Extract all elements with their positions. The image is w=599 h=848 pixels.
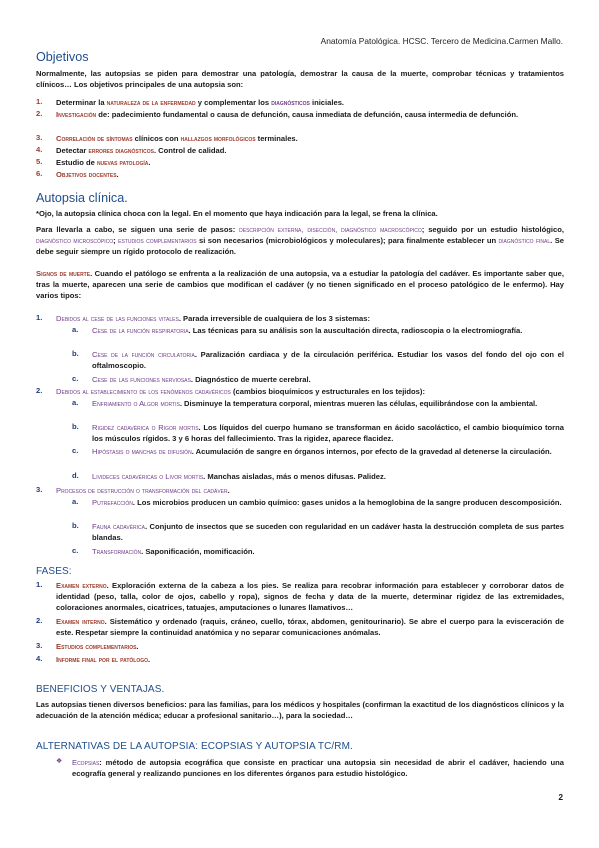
list-number: 4. [36,654,43,663]
section-title-fases: FASES: [36,566,72,577]
signos-paragraph: Signos de muerte. Cuando el patólogo se enfrenta a la realización de una autopsia, va a estudiar la patología del cadáver. Es importante saber que, tras la muerte, aparecen una serie de cambios que modifican el cadáver (y no tienen significado en el proceso patológico de le enfermo). Hay varios tipos: [36,269,564,301]
list-item: Correlación de síntomas clínicos con hallazgos morfológicos terminales. [56,134,298,143]
sub-item: Putrefacción. Los microbios producen un cambio químico: gases unidos a la hemoglobina de la sangre producen descomposición. [92,498,562,507]
sub-letter: c. [72,446,79,455]
sub-item: Transformación. Saponificación, momificación. [92,547,255,556]
list-number: 3. [36,485,43,494]
sub-item: Cese de la función respiratoria. Las técnicas para su análisis son la auscultación directa, radioscopia o la electromiografía. [92,326,523,335]
group-heading: Debidos al establecimiento de los fenómenos cadavéricos (cambios bioquímicos y estructurales en los tejidos): [56,387,425,396]
group-heading: Procesos de destrucción o transformación del cadáver. [56,486,230,495]
page-number: 2 [558,792,563,802]
list-item: Estudios complementarios. [56,642,139,651]
diamond-bullet-icon: ❖ [56,758,63,765]
list-number: 2. [36,386,43,395]
sub-item: Cese de la función circulatoria. Paralización cardiaca y de la circulación periférica. Estudiar los vasos del fondo del ojo con el oftalmoscopio. [92,350,565,371]
autopsia-note: *Ojo, la autopsia clínica choca con la legal. En el momento que haya indicación para la legal, se frena la clínica. [36,209,438,218]
sub-item: Cese de las funciones nerviosas. Diagnóstico de muerte cerebral. [92,375,311,384]
list-number: 6. [36,169,43,178]
list-number: 2. [36,109,43,118]
sub-letter: a. [72,325,79,334]
sub-item: Enfriamiento o Algor mortis. Disminuye la temperatura corporal, mientras mueren las células, equilibrándose con la ambiental. [92,399,538,408]
list-item: Estudio de nuevas patología. [56,158,151,167]
section-title-objetivos: Objetivos [36,50,89,64]
list-item: Examen interno. Sistemático y ordenado (raquis, cráneo, cuello, tórax, abdomen, genitourinario). Se abre el cuerpo para la evisceración de este. Respetar siempre la continuidad anatómica y no separar comunicaciones anómalas. [56,617,565,638]
beneficios-text: Las autopsias tienen diversos beneficios: para las familias, para los médicos y hospitales (confirman la exactitud de los diagnósticos clínicos y la adecuación de la atención médica; educar a profesional sanitario…), para la sociedad… [36,700,564,721]
list-number: 1. [36,313,43,322]
page-header: Anatomía Patológica. HCSC. Tercero de Medicina.Carmen Mallo. [320,36,563,46]
sub-letter: d. [72,471,79,480]
sub-letter: a. [72,398,79,407]
list-number: 3. [36,133,43,142]
sub-item: Hipóstasis o manchas de difusión. Acumulación de sangre en órganos internos, por efecto de la gravedad al detenerse la circulación. [92,447,552,456]
objetivos-intro: Normalmente, las autopsias se piden para demostrar una patología, demostrar la causa de la muerte, comprobar técnicas y tratamientos clínicos… Los objetivos principales de una autopsia son: [36,69,564,90]
section-title-alternativas: ALTERNATIVAS DE LA AUTOPSIA: ECOPSIAS Y AUTOPSIA TC/RM. [36,741,353,752]
sub-item: Livideces cadavéricas o Livor mortis. Manchas aisladas, más o menos difusas. Palidez. [92,472,386,481]
list-item: Detectar errores diagnósticos. Control de calidad. [56,146,227,155]
sub-letter: b. [72,422,79,431]
sub-letter: c. [72,374,79,383]
list-number: 2. [36,616,43,625]
list-number: 5. [36,157,43,166]
sub-letter: b. [72,521,79,530]
autopsia-steps-paragraph: Para llevarla a cabo, se siguen una serie de pasos: descripción externa, disección, diagnóstico macroscópico; seguido por un estudio histológico, diagnóstico microscópico; estudios complementarios si son necesarios (microbiológicos y moleculares); para finalmente establecer un diagnóstico final. Se debe seguir siempre un rígido protocolo de realización. [36,225,564,257]
sub-letter: a. [72,497,79,506]
sub-item: Fauna cadavérica. Conjunto de insectos que se suceden con regularidad en un cadáver hasta la destrucción completa de sus partes blandas. [92,522,564,543]
list-item: Determinar la naturaleza de la enfermedad y complementar los diagnósticos iniciales. [56,98,345,107]
group-heading: Debidos al cese de las funciones vitales. Parada irreversible de cualquiera de los 3 sistemas: [56,314,371,323]
list-item: Examen externo. Exploración externa de la cabeza a los pies. Se realiza para recobrar información para establecer y corroborar datos de identidad (peso, talla, color de ojos, cabello y ropa), signos de fecha y data de la muerte, determinar rigidez de las extremidades, coloraciones anormales, cicatrices, tatuajes, amputaciones o lunares llamativos… [56,581,564,613]
list-number: 1. [36,97,43,106]
sub-letter: c. [72,546,79,555]
list-number: 4. [36,145,43,154]
sub-item: Rigidez cadavérica o Rigor mortis. Los líquidos del cuerpo humano se transforman en ácido sacoláctico, el cambio bioquímico torna los músculos rígidos. 3 y 6 horas del fallecimiento. Tras la rigidez, aparece flacidez. [92,423,564,444]
section-title-beneficios: BENEFICIOS Y VENTAJAS. [36,684,165,695]
section-title-autopsia: Autopsia clínica. [36,191,128,205]
sub-letter: b. [72,349,79,358]
list-item: Investigación de: padecimiento fundamental o causa de defunción, causa inmediata de defunción, causa intermedia de defunción. [56,110,519,119]
list-number: 3. [36,641,43,650]
ecopsias-item: Ecopsias: método de autopsia ecográfica que consiste en practicar una autopsia sin necesidad de abrir el cadáver, haciendo una ecografía general y realizando punciones en los diferentes órganos para estudio histológico. [72,758,564,779]
list-item: Informe final por el patólogo. [56,655,151,664]
list-item: Objetivos docentes. [56,170,119,179]
list-number: 1. [36,580,43,589]
